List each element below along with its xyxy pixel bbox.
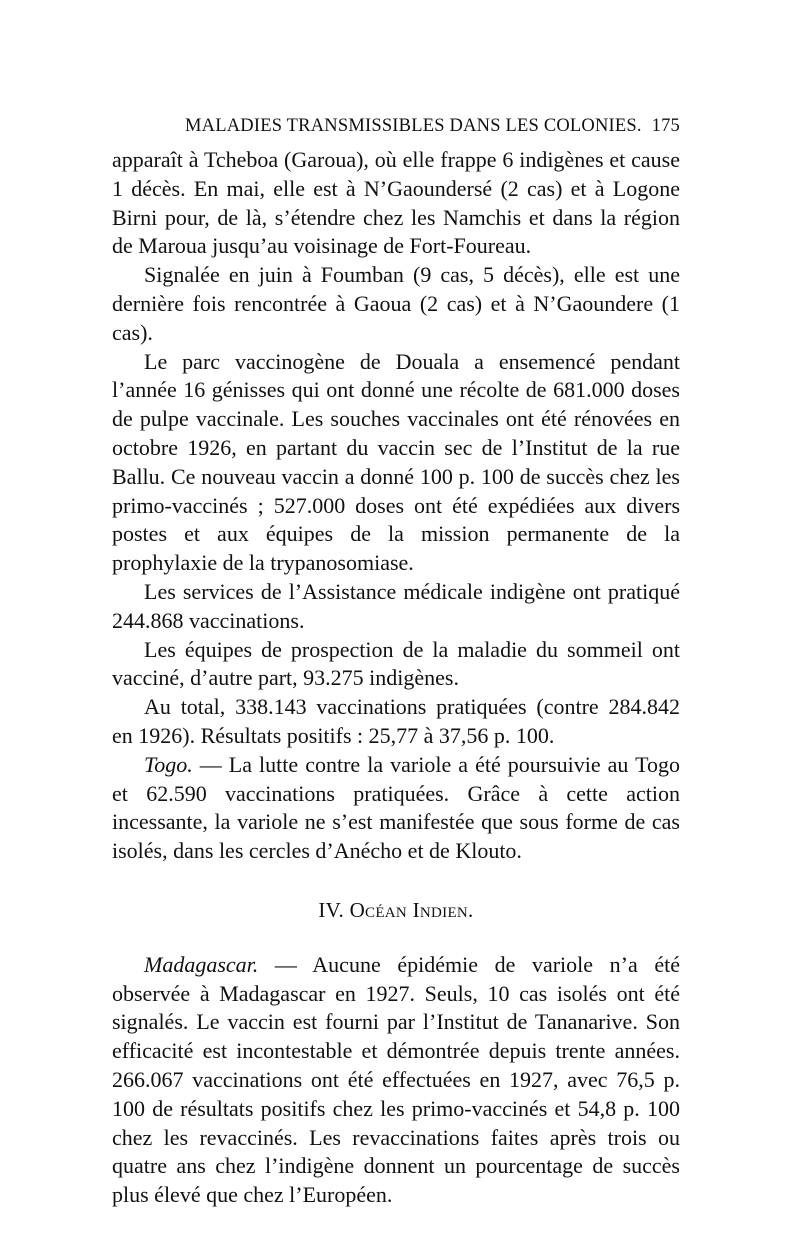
paragraph-total-vaccinations: Au total, 338.143 vaccinations pratiquées (contre 284.842 en 1926). Résultats positifs : 25,77 à 37,56 p. 100.	[112, 694, 680, 748]
madagascar-text: — Aucune épidémie de variole n’a été observée à Madagascar en 1927. Seuls, 10 cas isolés ont été signalés. Le vaccin est fourni par l’Institut de Tananarive. Son efficacité est incontestable et démontrée depuis trente années. 266.067 vaccinations ont été effectuées en 1927, avec 76,5 p. 100 de résultats positifs chez les primo-vaccinés et 54,8 p. 100 chez les revaccinés. Les revaccinations faites après trois ou quatre ans chez l’indigène donnent un pourcentage de succès plus élevé que chez l’Européen.	[112, 951, 680, 1208]
madagascar-label: Madagascar.	[144, 951, 259, 977]
section-heading	[112, 896, 680, 925]
paragraph-sleeping-sickness-teams: Les équipes de prospection de la maladie du sommeil ont vacciné, d’autre part, 93.275 indigènes.	[112, 636, 680, 691]
paragraph-foumban: Signalée en juin à Foumban (9 cas, 5 décès), elle est une dernière fois rencontrée à Gaoua (2 cas) et à N’Gaoundere (1 cas).	[112, 262, 680, 345]
togo-text: — La lutte contre la variole a été poursuivie au Togo et 62.590 vaccinations pratiquées. Grâce à cette action incessante, la variole ne s’est manifestée que sous forme de cas isolés, dans les cercles d’Anécho et de Klouto.	[112, 751, 680, 864]
book-page	[112, 112, 680, 1210]
paragraph-togo	[112, 751, 680, 866]
paragraph-cameroun-continuation: apparaît à Tcheboa (Garoua), où elle frappe 6 indigènes et cause 1 décès. En mai, elle est à N’Gaoundersé (2 cas) et à Logone Birni pour, de là, s’étendre chez les Namchis et dans la région de Maroua jusqu’au voisinage de Fort-Foureau.	[112, 147, 680, 259]
page-number: 175	[651, 116, 680, 136]
section-title: Océan Indien.	[349, 897, 474, 922]
running-head-title: MALADIES TRANSMISSIBLES DANS LES COLONIES.	[185, 116, 642, 136]
paragraph-assistance-medicale: Les services de l’Assistance médicale indigène ont pratiqué 244.868 vaccinations.	[112, 578, 680, 633]
paragraph-douala-vaccine-park: Le parc vaccinogène de Douala a ensemencé pendant l’année 16 génisses qui ont donné une récolte de 681.000 doses de pulpe vaccinale. Les souches vaccinales ont été rénovées en octobre 1926, en partant du vaccin sec de l’Institut de la rue Ballu. Ce nouveau vaccin a donné 100 p. 100 de succès chez les primo-vaccinés ; 527.000 doses ont été expédiées aux divers postes et aux équipes de la mission permanente de la prophylaxie de la trypanosomiase.	[112, 348, 680, 576]
paragraph-madagascar	[112, 951, 680, 1210]
running-head	[112, 112, 680, 146]
section-numeral: IV.	[318, 897, 344, 922]
body-text	[112, 146, 680, 1210]
togo-label: Togo.	[144, 751, 193, 777]
